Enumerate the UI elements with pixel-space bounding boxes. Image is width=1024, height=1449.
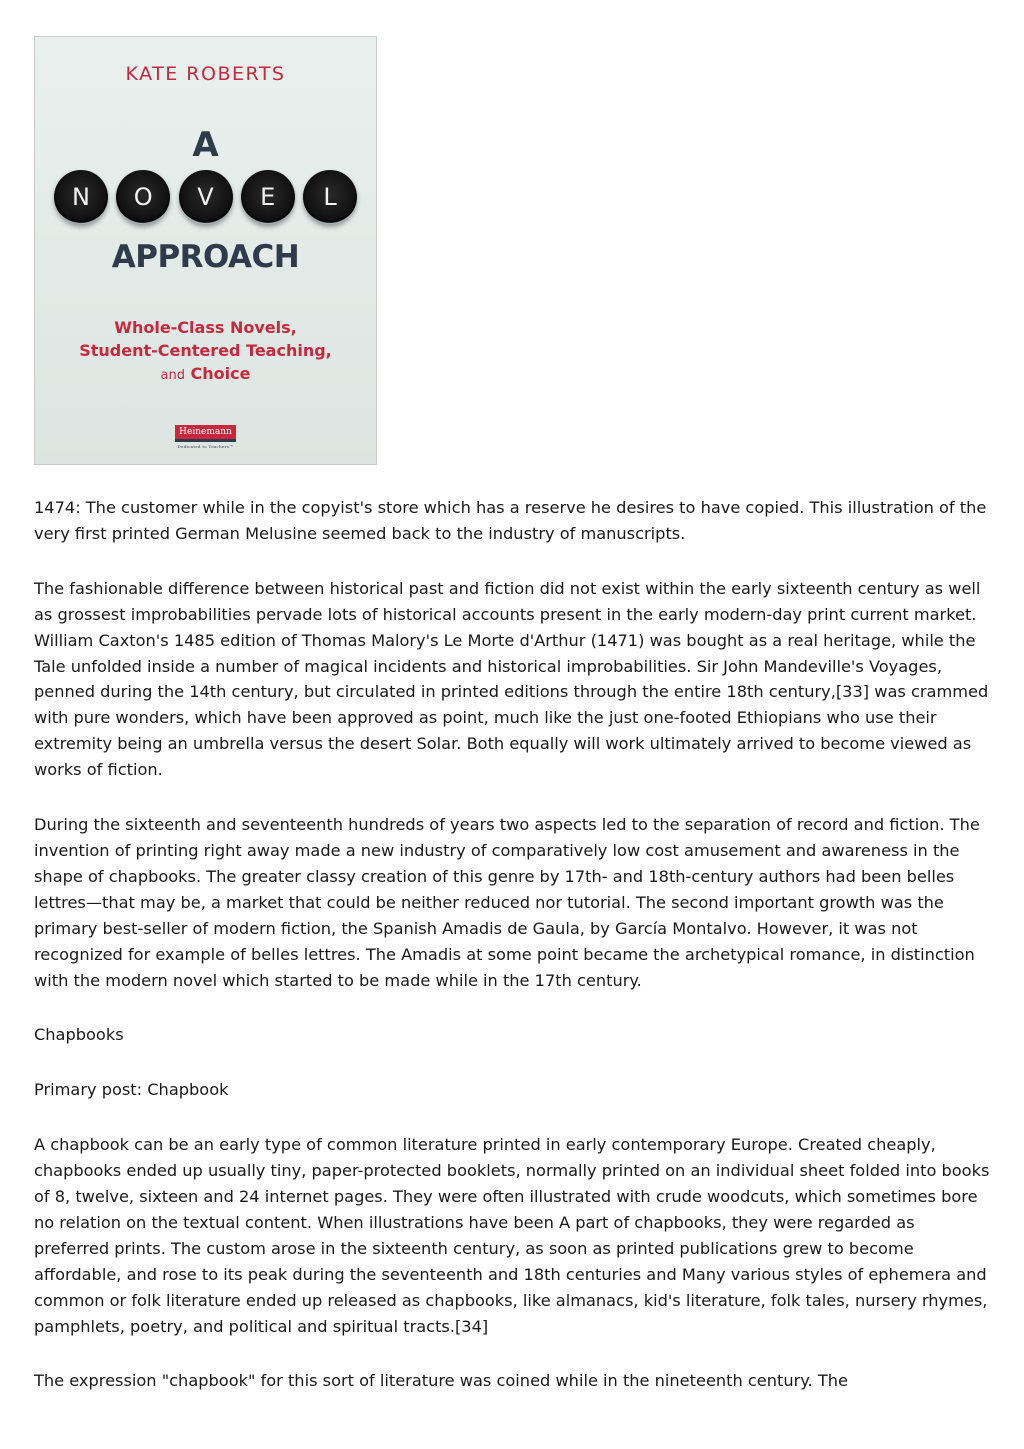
typewriter-key-o: O bbox=[116, 170, 170, 224]
cover-subtitle-line2: Student-Centered Teaching, bbox=[79, 341, 332, 360]
cover-subtitle-line3: Choice bbox=[190, 364, 251, 383]
cover-typewriter-keys bbox=[54, 170, 357, 224]
cover-subtitle bbox=[35, 316, 376, 387]
cover-subtitle-and: and bbox=[160, 368, 185, 383]
paragraph: A chapbook can be an early type of common literature printed in early contemporary Europe. Created cheaply, chapbooks ended up usually tiny, paper-protected booklets, normally printed on an individual sheet folded into books of 8, twelve, sixteen and 24 internet pages. They were often illustrated with crude woodcuts, which sometimes bore no relation on the textual content. When illustrations have been A part of chapbooks, they were regarded as preferred prints. The custom arose in the sixteenth century, as soon as printed publications grew to become affordable, and rose to its peak during the seventeenth and 18th centuries and Many various styles of ephemera and common or folk literature ended up released as chapbooks, like almanacs, kid's literature, folk tales, nursery rhymes, pamphlets, poetry, and political and spiritual tracts.[34] bbox=[34, 1135, 990, 1336]
main-article-note: Primary post: Chapbook bbox=[34, 1080, 229, 1100]
book-cover-image bbox=[34, 36, 377, 465]
section-heading-chapbooks: Chapbooks bbox=[34, 1025, 124, 1045]
publisher-tagline: Dedicated to Teachers™ bbox=[177, 444, 234, 449]
paragraph-caption: 1474: The customer while in the copyist's store which has a reserve he desires to have copied. This illustration of the very first printed German Melusine seemed back to the industry of manuscripts. bbox=[34, 498, 987, 543]
cover-subtitle-line3-wrap bbox=[35, 362, 376, 387]
paragraph: The expression "chapbook" for this sort of literature was coined while in the nineteenth century. The bbox=[34, 1371, 848, 1391]
cover-author: KATE ROBERTS bbox=[125, 63, 286, 85]
paragraph: The fashionable difference between historical past and fiction did not exist within the early sixteenth century as well as grossest improbabilities pervade lots of historical accounts present in the early modern-day print current market. William Caxton's 1485 edition of Thomas Malory's Le Morte d'Arthur (1471) was bought as a real heritage, while the Tale unfolded inside a number of magical incidents and historical improbabilities. Sir John Mandeville's Voyages, penned during the 14th century, but circulated in printed editions through the entire 18th century,[33] was crammed with pure wonders, which have been approved as point, much like the just one-footed Ethiopians who use their extremity being an umbrella versus the desert Solar. Both equally will work ultimately arrived to become viewed as works of fiction. bbox=[34, 578, 989, 780]
cover-title-main: APPROACH bbox=[111, 239, 300, 275]
typewriter-key-v: V bbox=[179, 170, 233, 224]
page bbox=[34, 36, 994, 1423]
cover-title-article: A bbox=[192, 125, 219, 165]
typewriter-key-l: L bbox=[303, 170, 357, 224]
article-body bbox=[34, 495, 994, 1394]
cover-publisher bbox=[35, 425, 376, 449]
cover-subtitle-line1: Whole-Class Novels, bbox=[114, 318, 297, 337]
publisher-logo: Heinemann bbox=[175, 425, 236, 442]
paragraph: During the sixteenth and seventeenth hundreds of years two aspects led to the separation of record and fiction. The invention of printing right away made a new industry of comparatively low cost amusement and awareness in the shape of chapbooks. The greater classy creation of this genre by 17th- and 18th-century authors had been belles lettres—that may be, a market that could be neither reduced nor tutorial. The second important growth was the primary best-seller of modern fiction, the Spanish Amadis de Gaula, by García Montalvo. However, it was not recognized for example of belles lettres. The Amadis at some point became the archetypical romance, in distinction with the modern novel which started to be made while in the 17th century. bbox=[34, 815, 980, 990]
typewriter-key-n: N bbox=[54, 170, 108, 224]
typewriter-key-e: E bbox=[241, 170, 295, 224]
